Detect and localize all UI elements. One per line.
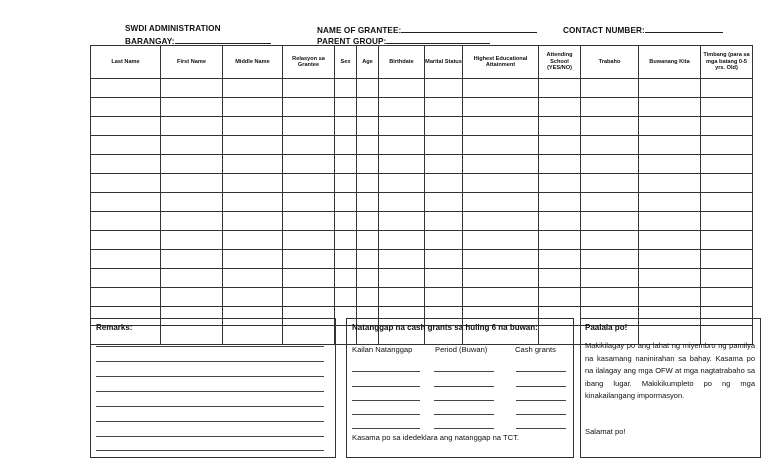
table-cell[interactable] — [161, 136, 223, 155]
date-line[interactable] — [352, 371, 420, 372]
table-cell[interactable] — [463, 136, 539, 155]
table-cell[interactable] — [701, 98, 753, 117]
table-cell[interactable] — [463, 79, 539, 98]
table-cell[interactable] — [335, 98, 357, 117]
table-cell[interactable] — [463, 269, 539, 288]
period-line[interactable] — [434, 386, 494, 387]
column-header: Marital Status — [425, 46, 463, 79]
table-cell[interactable] — [701, 174, 753, 193]
table-row — [91, 193, 753, 212]
table-cell[interactable] — [425, 136, 463, 155]
table-cell[interactable] — [639, 79, 701, 98]
date-line[interactable] — [352, 386, 420, 387]
table-cell[interactable] — [425, 155, 463, 174]
column-header: First Name — [161, 46, 223, 79]
period-line[interactable] — [434, 400, 494, 401]
table-cell[interactable] — [701, 155, 753, 174]
table-cell[interactable] — [539, 136, 581, 155]
table-cell[interactable] — [379, 288, 425, 307]
date-line[interactable] — [352, 400, 420, 401]
amount-line[interactable] — [516, 428, 566, 429]
remarks-line[interactable] — [96, 450, 324, 451]
table-cell[interactable] — [161, 212, 223, 231]
table-cell[interactable] — [639, 231, 701, 250]
col-cash-grants: Cash grants — [515, 345, 556, 354]
table-cell[interactable] — [581, 117, 639, 136]
period-line[interactable] — [434, 371, 494, 372]
table-cell[interactable] — [161, 269, 223, 288]
table-cell[interactable] — [335, 231, 357, 250]
column-header: Buwanang Kita — [639, 46, 701, 79]
table-cell[interactable] — [379, 250, 425, 269]
table-cell[interactable] — [463, 98, 539, 117]
table-cell[interactable] — [539, 212, 581, 231]
table-cell[interactable] — [539, 155, 581, 174]
table-cell[interactable] — [223, 155, 283, 174]
table-cell[interactable] — [91, 288, 161, 307]
table-row — [91, 79, 753, 98]
table-cell[interactable] — [581, 174, 639, 193]
remarks-title: Remarks: — [96, 323, 133, 332]
table-cell[interactable] — [379, 212, 425, 231]
contact-label — [563, 24, 723, 35]
table-cell[interactable] — [335, 117, 357, 136]
parent-group-field[interactable] — [386, 35, 490, 44]
table-cell[interactable] — [335, 79, 357, 98]
table-cell[interactable] — [283, 155, 335, 174]
table-cell[interactable] — [379, 269, 425, 288]
household-members-table — [90, 45, 753, 345]
table-cell[interactable] — [161, 98, 223, 117]
table-cell[interactable] — [357, 117, 379, 136]
table-cell[interactable] — [425, 269, 463, 288]
table-cell[interactable] — [701, 136, 753, 155]
table-row — [91, 155, 753, 174]
table-cell[interactable] — [463, 174, 539, 193]
table-cell[interactable] — [357, 193, 379, 212]
table-cell[interactable] — [701, 193, 753, 212]
table-cell[interactable] — [357, 174, 379, 193]
remarks-line[interactable] — [96, 391, 324, 392]
table-cell[interactable] — [335, 212, 357, 231]
table-row — [91, 250, 753, 269]
cash-grants-footer: Kasama po sa idedeklara ang natanggap na TCT. — [352, 433, 520, 442]
table-cell[interactable] — [425, 79, 463, 98]
table-cell[interactable] — [581, 136, 639, 155]
table-cell[interactable] — [223, 193, 283, 212]
table-cell[interactable] — [283, 250, 335, 269]
table-cell[interactable] — [701, 212, 753, 231]
col-period: Period (Buwan) — [435, 345, 488, 354]
table-cell[interactable] — [581, 79, 639, 98]
table-cell[interactable] — [283, 212, 335, 231]
table-cell[interactable] — [463, 155, 539, 174]
column-header: Relasyon sa Grantee — [283, 46, 335, 79]
table-cell[interactable] — [91, 212, 161, 231]
table-row — [91, 212, 753, 231]
table-cell[interactable] — [581, 212, 639, 231]
table-row — [91, 136, 753, 155]
table-cell[interactable] — [639, 136, 701, 155]
table-cell[interactable] — [283, 117, 335, 136]
table-cell[interactable] — [425, 250, 463, 269]
table-cell[interactable] — [161, 231, 223, 250]
table-cell[interactable] — [161, 288, 223, 307]
grantee-text: NAME OF GRANTEE: — [317, 26, 402, 35]
column-header: Last Name — [91, 46, 161, 79]
table-cell[interactable] — [581, 250, 639, 269]
table-cell[interactable] — [639, 174, 701, 193]
table-cell[interactable] — [357, 231, 379, 250]
table-cell[interactable] — [283, 193, 335, 212]
table-cell[interactable] — [335, 250, 357, 269]
table-cell[interactable] — [639, 193, 701, 212]
amount-line[interactable] — [516, 371, 566, 372]
table-cell[interactable] — [161, 174, 223, 193]
grantee-field[interactable] — [401, 24, 537, 33]
column-header: Trabaho — [581, 46, 639, 79]
table-cell[interactable] — [581, 231, 639, 250]
table-cell[interactable] — [425, 174, 463, 193]
table-cell[interactable] — [379, 231, 425, 250]
remarks-line[interactable] — [96, 436, 324, 437]
table-cell[interactable] — [91, 269, 161, 288]
table-cell[interactable] — [283, 98, 335, 117]
table-cell[interactable] — [639, 155, 701, 174]
table-cell[interactable] — [357, 79, 379, 98]
table-cell[interactable] — [223, 98, 283, 117]
column-header: Age — [357, 46, 379, 79]
table-cell[interactable] — [357, 212, 379, 231]
table-cell[interactable] — [283, 231, 335, 250]
table-cell[interactable] — [335, 174, 357, 193]
table-cell[interactable] — [463, 193, 539, 212]
table-row — [91, 98, 753, 117]
table-cell[interactable] — [379, 136, 425, 155]
table-cell[interactable] — [581, 288, 639, 307]
notice-body: Makikilagay po ang lahat ng miyembro ng pamilya na kasamang naninirahan sa bahay. Kasama po na ilalagay ang mga OFW at mga nagtatrabaho sa ibang lugar. Makikikumpleto po ng mga kinakailangang impormasyon. — [585, 341, 755, 400]
table-cell[interactable] — [91, 155, 161, 174]
table-row — [91, 231, 753, 250]
table-cell[interactable] — [701, 250, 753, 269]
barangay-field[interactable] — [175, 35, 271, 44]
table-cell[interactable] — [539, 98, 581, 117]
contact-text: CONTACT NUMBER: — [563, 26, 645, 35]
table-cell[interactable] — [91, 117, 161, 136]
table-row — [91, 174, 753, 193]
table-cell[interactable] — [91, 174, 161, 193]
table-cell[interactable] — [425, 288, 463, 307]
table-cell[interactable] — [161, 117, 223, 136]
table-cell[interactable] — [91, 98, 161, 117]
table-cell[interactable] — [357, 288, 379, 307]
remarks-line[interactable] — [96, 421, 324, 422]
remarks-box — [90, 318, 336, 458]
table-cell[interactable] — [161, 155, 223, 174]
table-cell[interactable] — [357, 155, 379, 174]
table-cell[interactable] — [639, 117, 701, 136]
table-row — [91, 269, 753, 288]
table-cell[interactable] — [425, 193, 463, 212]
table-cell[interactable] — [539, 288, 581, 307]
table-cell[interactable] — [539, 117, 581, 136]
table-cell[interactable] — [283, 79, 335, 98]
table-cell[interactable] — [379, 117, 425, 136]
table-cell[interactable] — [539, 269, 581, 288]
amount-line[interactable] — [516, 400, 566, 401]
date-line[interactable] — [352, 414, 420, 415]
table-cell[interactable] — [91, 136, 161, 155]
table-cell[interactable] — [539, 193, 581, 212]
notice-closing: Salamat po! — [585, 427, 626, 436]
table-cell[interactable] — [463, 288, 539, 307]
table-cell[interactable] — [463, 212, 539, 231]
table-cell[interactable] — [357, 136, 379, 155]
table-cell[interactable] — [639, 98, 701, 117]
table-cell[interactable] — [223, 79, 283, 98]
column-header: Attending School (YES/NO) — [539, 46, 581, 79]
table-cell[interactable] — [425, 231, 463, 250]
grantee-label — [317, 24, 537, 35]
remarks-line[interactable] — [96, 406, 324, 407]
table-cell[interactable] — [463, 117, 539, 136]
amount-line[interactable] — [516, 414, 566, 415]
table-cell[interactable] — [379, 79, 425, 98]
table-cell[interactable] — [639, 250, 701, 269]
table-cell[interactable] — [223, 250, 283, 269]
table-cell[interactable] — [539, 231, 581, 250]
column-header: Highest Educational Attainment — [463, 46, 539, 79]
table-cell[interactable] — [283, 174, 335, 193]
table-cell[interactable] — [581, 98, 639, 117]
table-cell[interactable] — [581, 269, 639, 288]
table-cell[interactable] — [335, 136, 357, 155]
table-cell[interactable] — [701, 269, 753, 288]
contact-field[interactable] — [645, 24, 723, 33]
table-cell[interactable] — [581, 155, 639, 174]
table-cell[interactable] — [357, 269, 379, 288]
table-cell[interactable] — [425, 212, 463, 231]
table-cell[interactable] — [357, 98, 379, 117]
column-header: Middle Name — [223, 46, 283, 79]
table-cell[interactable] — [701, 288, 753, 307]
table-cell[interactable] — [539, 79, 581, 98]
swdi-title: SWDI ADMINISTRATION — [125, 24, 221, 33]
amount-line[interactable] — [516, 386, 566, 387]
table-cell[interactable] — [161, 79, 223, 98]
table-cell[interactable] — [283, 269, 335, 288]
col-kailan-natanggap: Kailan Natanggap — [352, 345, 413, 354]
period-line[interactable] — [434, 414, 494, 415]
table-cell[interactable] — [91, 250, 161, 269]
notice-title: Paalala po! — [585, 323, 628, 332]
table-cell[interactable] — [91, 79, 161, 98]
barangay-text: BARANGAY: — [125, 37, 175, 46]
period-line[interactable] — [434, 428, 494, 429]
table-cell[interactable] — [539, 174, 581, 193]
table-cell[interactable] — [223, 117, 283, 136]
table-cell[interactable] — [639, 269, 701, 288]
table-cell[interactable] — [223, 269, 283, 288]
table-cell[interactable] — [223, 174, 283, 193]
table-cell[interactable] — [639, 212, 701, 231]
table-cell[interactable] — [379, 98, 425, 117]
table-cell[interactable] — [425, 117, 463, 136]
table-row — [91, 288, 753, 307]
column-header: Timbang (para sa mga batang 0-5 yrs. Old) — [701, 46, 753, 79]
table-cell[interactable] — [283, 288, 335, 307]
table-cell[interactable] — [463, 231, 539, 250]
table-cell[interactable] — [701, 79, 753, 98]
table-cell[interactable] — [357, 250, 379, 269]
column-header: Sex — [335, 46, 357, 79]
parent-group-text: PARENT GROUP: — [317, 37, 387, 46]
table-cell[interactable] — [223, 136, 283, 155]
table-cell[interactable] — [91, 231, 161, 250]
table-cell[interactable] — [463, 250, 539, 269]
table-cell[interactable] — [161, 193, 223, 212]
table-cell[interactable] — [379, 193, 425, 212]
table-cell[interactable] — [223, 212, 283, 231]
date-line[interactable] — [352, 428, 420, 429]
table-cell[interactable] — [223, 231, 283, 250]
table-cell[interactable] — [91, 193, 161, 212]
table-cell[interactable] — [639, 288, 701, 307]
table-cell[interactable] — [335, 288, 357, 307]
remarks-line[interactable] — [96, 361, 324, 362]
table-cell[interactable] — [581, 193, 639, 212]
table-cell[interactable] — [379, 174, 425, 193]
table-cell[interactable] — [335, 193, 357, 212]
table-header-row — [91, 46, 753, 79]
table-cell[interactable] — [379, 155, 425, 174]
column-header: Birthdate — [379, 46, 425, 79]
table-cell[interactable] — [223, 288, 283, 307]
table-cell[interactable] — [335, 155, 357, 174]
remarks-line[interactable] — [96, 376, 324, 377]
table-row — [91, 117, 753, 136]
cash-grants-title: Natanggap na cash grants sa huling 6 na buwan: — [352, 323, 538, 332]
table-cell[interactable] — [539, 250, 581, 269]
table-cell[interactable] — [335, 269, 357, 288]
table-cell[interactable] — [425, 98, 463, 117]
remarks-line[interactable] — [96, 346, 324, 347]
table-cell[interactable] — [701, 117, 753, 136]
table-cell[interactable] — [161, 250, 223, 269]
table-cell[interactable] — [701, 231, 753, 250]
table-cell[interactable] — [283, 136, 335, 155]
